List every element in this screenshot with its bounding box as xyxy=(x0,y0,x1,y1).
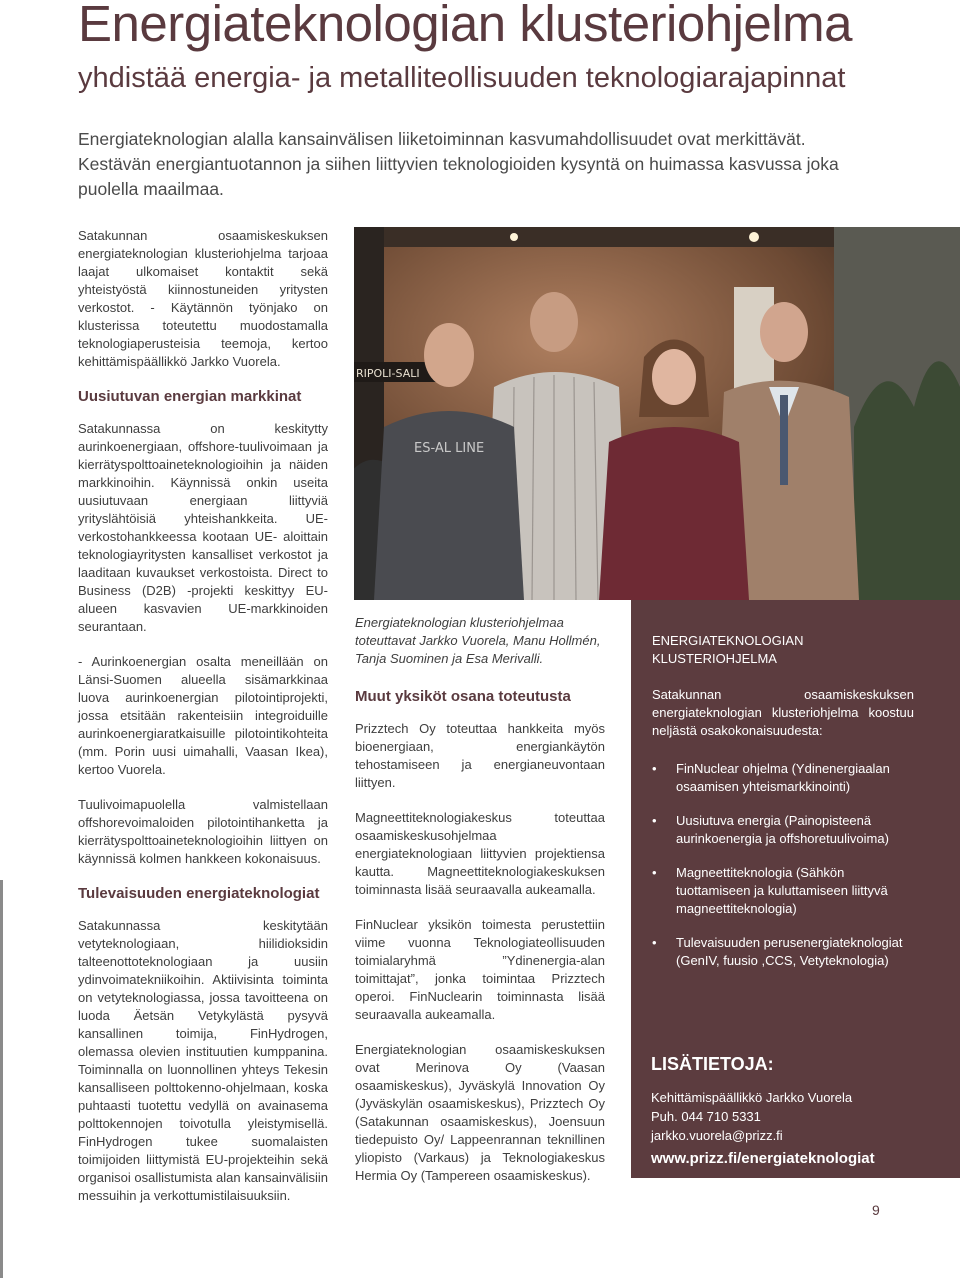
left-paragraph-2: Satakunnassa on keskitytty aurinkoenergiaan, offshore-tuulivoimaan ja kierrätyspolttoaineteknologioihin ja näiden markkinoihin. Käynnissä onkin useita uusiutuvaan energiaan liittyviä yrityslähtöisiä yhteishankkeita. UE-verkostohankkeessa kootaan UE- aloittain teknologiayritysten kansalliset verkostot ja laaditaan kuvaukset verkostoista. Direct to Business (D2B) -projekti keskittyy EU-alueen kasvavien UE-markkinoiden seurantaan. xyxy=(78,421,328,634)
middle-paragraph-2: Magneettiteknologiakeskus toteuttaa osaamiskeskusohjelmaa energiateknologiaan liittyvien projektiensa kautta. Magneettiteknologiakeskuksen toiminnasta lisää seuraavalla aukeamalla. xyxy=(355,810,605,897)
program-list-item: • Magneettiteknologia (Sähkön tuottamiseen ja kuluttamiseen liittyvä magneettiteknologia) xyxy=(652,864,914,918)
contact-heading: LISÄTIETOJA: xyxy=(651,1054,774,1074)
page-subtitle: yhdistää energia- ja metalliteollisuuden teknologiarajapinnat xyxy=(78,62,846,94)
left-paragraph-5: Satakunnassa keskitytään vetyteknologiaan, hiilidioksidin talteenottoteknologiaan ja uusiin ydinvoimatekniikoihin. Aktiivisinta toiminta on vetyteknologiassa, jossa tavoitteena on luoda Äetsän Vetykylästä pysyvä kansallinen toimija, FinHydrogen, olemassa olevien instituutien kumppanina. Toiminnalla on luonnollinen yhteys Tekesin kansalliseen polttokenno-ohjelmaan, koska puhtaasti tuotettu vedyllä on avainasema polttokennojen toivotulla yleistymisellä. FinHydrogen tukee suomalaisten toimijoiden liittymistä EU-projekteihin sekä organisoi osallistumista alan kansainvälisiin messuihin ja verkottumistilaisuuksiin. xyxy=(78,918,329,1203)
page-title: Energiateknologian klusteriohjelma xyxy=(78,0,852,52)
program-list xyxy=(652,760,914,970)
team-photo-illustration xyxy=(354,227,960,600)
left-paragraph-4: Tuulivoimapuolella valmistellaan offshorevoimaloiden pilotointihanketta ja kierrätyspolttoaineteknologioihin liittyen on käynnissä kolmen hankkeen kokonaisuus. xyxy=(78,797,328,866)
section-heading-future: Tulevaisuuden energiateknologiat xyxy=(78,885,320,902)
program-list-item: • Uusiutuva energia (Painopisteenä aurinkoenergia ja offshoretuulivoima) xyxy=(652,812,914,848)
box-heading-line2: KLUSTERIOHJELMA xyxy=(652,651,777,666)
program-list-item: • FinNuclear ohjelma (Ydinenergiaalan osaamisen yhteismarkkinointi) xyxy=(652,760,914,796)
contact-name: Kehittämispäällikkö Jarkko Vuorela xyxy=(651,1090,853,1105)
page-number: 9 xyxy=(872,1202,880,1218)
photo-shirt-text: ES-AL LINE xyxy=(414,441,485,456)
left-column xyxy=(78,227,328,1222)
middle-paragraph-4: Energiateknologian osaamiskeskuksen ovat Merinova Oy (Vaasan osaamiskeskus), Jyväskylä Innovation Oy (Jyväskylän osaamiskeskus), Prizztech Oy (Satakunnan osaamiskeskus), Joensuun tiedepuisto Oy/ Lappeenrannan teknillinen yliopisto (Varkaus) ja Teknologiakeskus Hermia Oy (Tampereen osaamiskeskus). xyxy=(355,1042,605,1183)
contact-email[interactable]: jarkko.vuorela@prizz.fi xyxy=(651,1128,783,1143)
section-heading-renewable: Uusiutuvan energian markkinat xyxy=(78,388,302,405)
left-paragraph-1: Satakunnan osaamiskeskuksen energiateknologian klusteriohjelma tarjoaa laajat ulkomaiset kontaktit sekä yhteistyöstä kiinnostuneiden yritysten verkostot. - Käytännön työnjako on klusterissa toteutettu muodostamalla teknologiaperusteisia teemoja, kertoo kehittämispäällikkö Jarkko Vuorela. xyxy=(78,228,328,369)
contact-web-link[interactable]: www.prizz.fi/energiateknologiat xyxy=(651,1150,875,1167)
program-list-item: • Tulevaisuuden perusenergiateknologiat (GenIV, fuusio ,CCS, Vetyteknologia) xyxy=(652,934,914,970)
contact-phone: Puh. 044 710 5331 xyxy=(651,1109,761,1124)
section-heading-other-units: Muut yksiköt osana toteutusta xyxy=(355,688,571,705)
box-intro: Satakunnan osaamiskeskuksen energiateknologian klusteriohjelma koostuu neljästä osakokonaisuudesta: xyxy=(652,687,914,738)
intro-paragraph: Energiateknologian alalla kansainvälisen liiketoiminnan kasvumahdollisuudet ovat merkittävät. Kestävän energiantuotannon ja siihen liittyvien teknologioiden kysyntä on huimassa kasvussa joka puolella maailmaa. xyxy=(78,129,839,199)
photo-caption: Energiateknologian klusteriohjelmaa toteuttavat Jarkko Vuorela, Manu Hollmén, Tanja Suominen ja Esa Merivalli. xyxy=(355,615,601,666)
box-heading-line1: ENERGIATEKNOLOGIAN xyxy=(652,633,804,648)
page-edge-shadow xyxy=(0,880,3,1278)
middle-column xyxy=(355,688,605,1202)
middle-paragraph-1: Prizztech Oy toteuttaa hankkeita myös bioenergiaan, energiankäytön tehostamiseen ja energianeuvontaan liittyen. xyxy=(355,721,605,790)
team-photo xyxy=(354,227,960,600)
left-paragraph-3: - Aurinkoenergian osalta meneillään on Länsi-Suomen alueella sisämarkkinaa luova aurinkoenergian pilotointiprojekti, jossa etsitään rakenteisiin integroiduille aurinkoenergiaratkaisuille pilotointikohteita (mm. Porin uusi uimahalli, Vaasan Ikea), kertoo Vuorela. xyxy=(78,654,328,777)
middle-paragraph-3: FinNuclear yksikön toimesta perustettiin viime vuonna Teknologiateollisuuden toimialaryhmä ”Ydinenergia-alan toimittajat”, jonka toimintaa Prizztech operoi. FinNuclearin toiminnasta lisää seuraavalla aukeamalla. xyxy=(355,917,605,1022)
photo-sign-text: RIPOLI-SALI xyxy=(356,367,420,380)
